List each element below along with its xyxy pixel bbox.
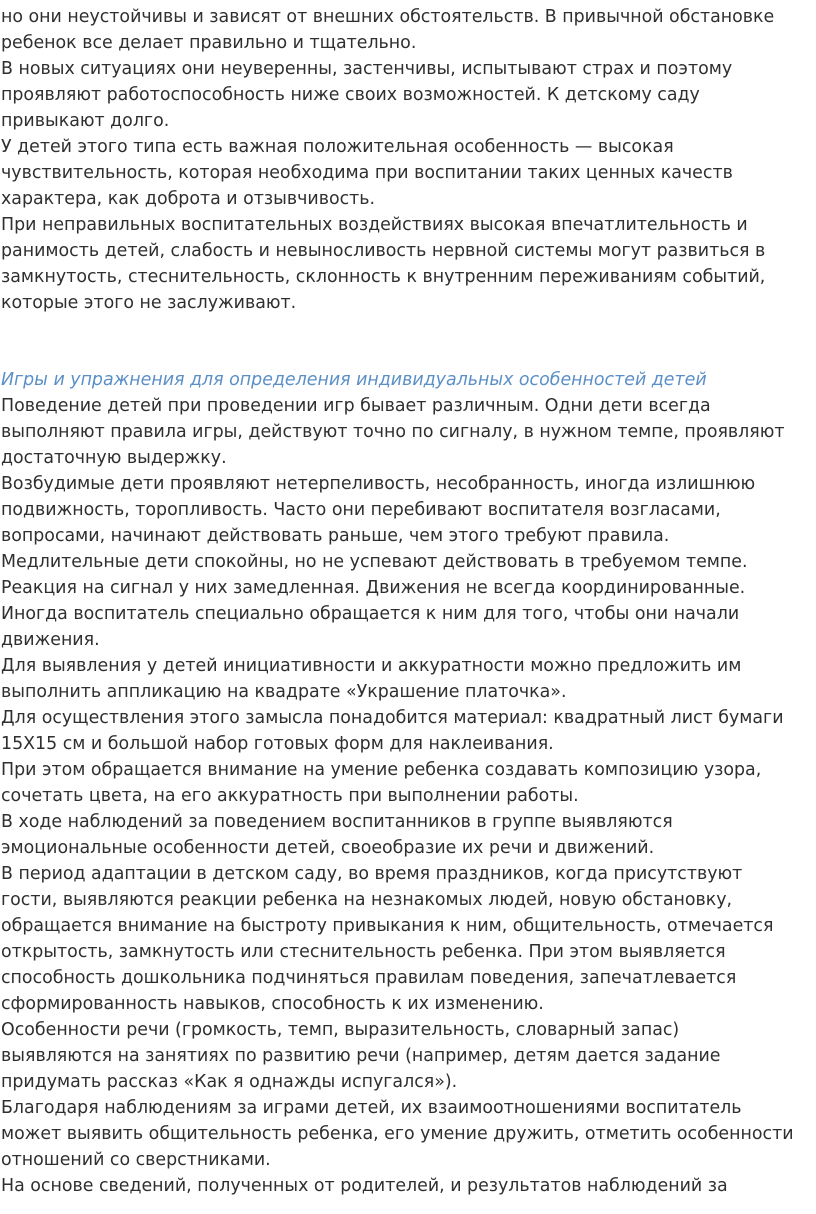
text-line: Особенности речи (громкость, темп, выразительность, словарный запас) — [1, 1020, 680, 1040]
text-line: достаточную выдержку. — [1, 448, 227, 468]
paragraph-spacer — [0, 316, 816, 342]
text-line: У детей этого типа есть важная положительная особенность — высокая — [1, 137, 674, 157]
text-line: Медлительные дети спокойны, но не успевают действовать в требуемом темпе. — [1, 552, 748, 572]
section — [0, 367, 816, 1199]
text-line: привыкают долго. — [1, 111, 170, 131]
text-line: чувствительность, которая необходима при воспитании таких ценных качеств — [1, 163, 733, 183]
text-line: может выявить общительность ребенка, его умение дружить, отметить особенности — [1, 1124, 794, 1144]
text-line: Благодаря наблюдениям за играми детей, их взаимоотношениями воспитатель — [1, 1098, 742, 1118]
text-line: эмоциональные особенности детей, своеобразие их речи и движений. — [1, 838, 655, 858]
text-line: ранимость детей, слабость и невыносливость нервной системы могут развиться в — [1, 241, 766, 261]
text-line: При неправильных воспитательных воздействиях высокая впечатлительность и — [1, 215, 748, 235]
text-line: сформированность навыков, способность к их изменению. — [1, 994, 544, 1014]
text-line: Для осуществления этого замысла понадобится материал: квадратный лист бумаги — [1, 708, 784, 728]
text-line: Возбудимые дети проявляют нетерпеливость, несобранность, иногда излишнюю — [1, 474, 756, 494]
text-line: выполнить аппликацию на квадрате «Украшение платочка». — [1, 682, 567, 702]
text-line: выявляются на занятиях по развитию речи (например, детям дается задание — [1, 1046, 721, 1066]
text-line: отношений со сверстниками. — [1, 1150, 271, 1170]
text-line: открытость, замкнутость или стеснительность ребенка. При этом выявляется — [1, 942, 726, 962]
text-line: сочетать цвета, на его аккуратность при выполнении работы. — [1, 786, 579, 806]
text-line: При этом обращается внимание на умение ребенка создавать композицию узора, — [1, 760, 762, 780]
text-line: В новых ситуациях они неуверенны, застенчивы, испытывают страх и поэтому — [1, 59, 733, 79]
text-line: Реакция на сигнал у них замедленная. Движения не всегда координированные. — [1, 578, 746, 598]
section-heading: Игры и упражнения для определения индивидуальных особенностей детей — [1, 370, 707, 390]
text-line: гости, выявляются реакции ребенка на незнакомых людей, новую обстановку, — [1, 890, 733, 910]
text-line: придумать рассказ «Как я однажды испугался»). — [1, 1072, 458, 1092]
text-line: 15Х15 см и большой набор готовых форм для наклеивания. — [1, 734, 554, 754]
text-line: Для выявления у детей инициативности и аккуратности можно предложить им — [1, 656, 742, 676]
text-line: Поведение детей при проведении игр бывает различным. Одни дети всегда — [1, 396, 711, 416]
text-line: Иногда воспитатель специально обращается к ним для того, чтобы они начали — [1, 604, 740, 624]
text-line: выполняют правила игры, действуют точно по сигналу, в нужном темпе, проявляют — [1, 422, 785, 442]
intro-paragraphs — [0, 4, 816, 316]
text-line: но они неустойчивы и зависят от внешних обстоятельств. В привычной обстановке — [1, 7, 775, 27]
text-line: ребенок все делает правильно и тщательно. — [1, 33, 417, 53]
text-line: обращается внимание на быстроту привыкания к ним, общительность, отмечается — [1, 916, 774, 936]
text-line: характера, как доброта и отзывчивость. — [1, 189, 376, 209]
text-line: движения. — [1, 630, 100, 650]
text-line: В ходе наблюдений за поведением воспитанников в группе выявляются — [1, 812, 673, 832]
text-line: На основе сведений, полученных от родителей, и результатов наблюдений за — [1, 1176, 728, 1196]
text-line: проявляют работоспособность ниже своих возможностей. К детскому саду — [1, 85, 700, 105]
text-line: подвижность, торопливость. Часто они перебивают воспитателя возгласами, — [1, 500, 721, 520]
text-line: замкнутость, стеснительность, склонность к внутренним переживаниям событий, — [1, 267, 766, 287]
text-line: вопросами, начинают действовать раньше, чем этого требуют правила. — [1, 526, 670, 546]
text-line: способность дошкольника подчиняться правилам поведения, запечатлевается — [1, 968, 737, 988]
text-line: В период адаптации в детском саду, во время праздников, когда присутствуют — [1, 864, 743, 884]
text-line: которые этого не заслуживают. — [1, 293, 297, 313]
